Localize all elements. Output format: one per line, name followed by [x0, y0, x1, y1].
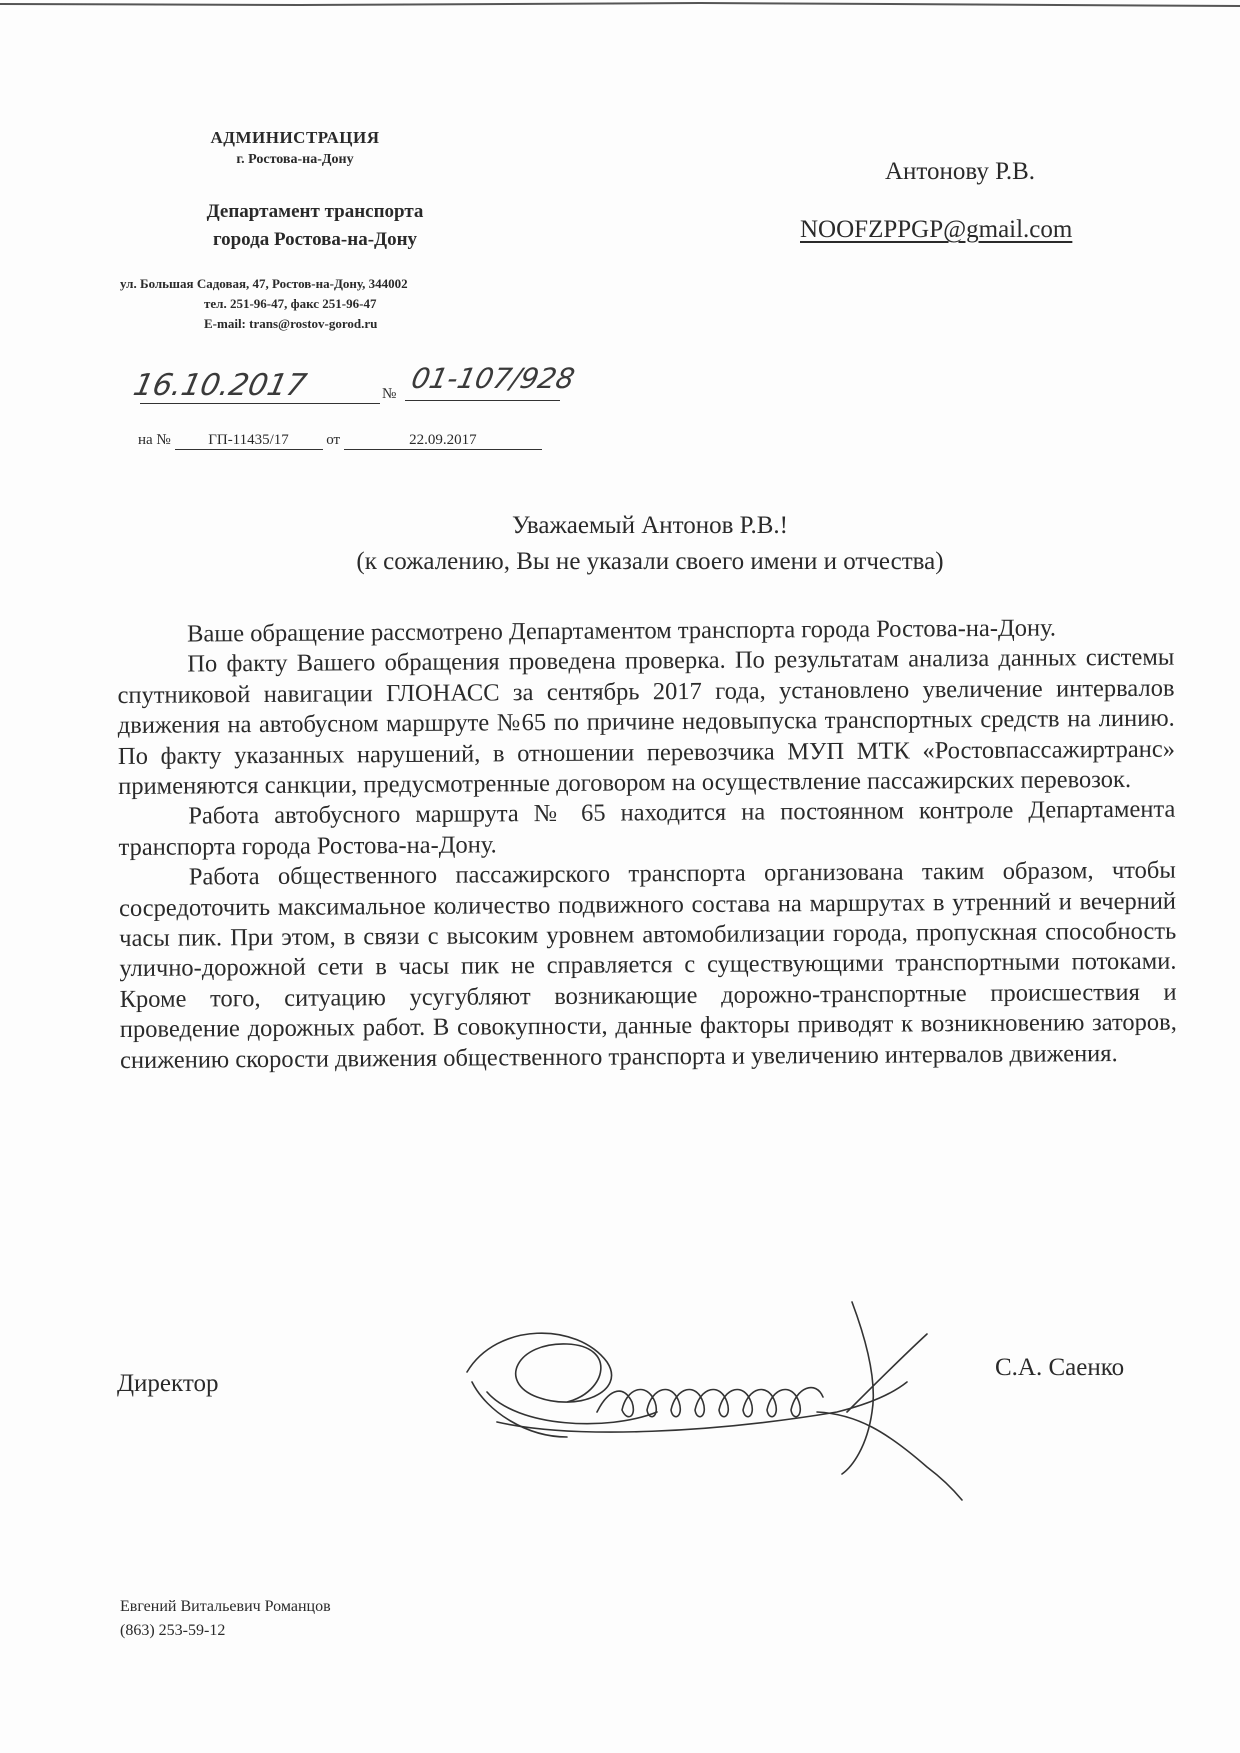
letterhead: [120, 128, 580, 334]
body-paragraph: Работа общественного пассажирского транспорта организована таким образом, чтобы сосредоточить максимальное количество подвижного состава на маршрутах в утренний и вечерний часы пик. При этом, в связи с высоким уровнем автомобилизации города, пропускная способность улично-дорожной сети в часы пик не справляется с существующими транспортными потоками. Кроме того, ситуацию усугубляют возникающие дорожно-транспортные происшествия и проведение дорожных работ. В совокупности, данные факторы приводят к возникновению заторов, снижению скорости движения общественного транспорта и увеличению интервалов движения.: [118, 856, 1177, 1074]
letterhead-address: ул. Большая Садовая, 47, Ростов-на-Дону, 344002: [120, 276, 408, 291]
letterhead-department-line1: Департамент транспорта: [206, 201, 424, 222]
registration-number-underline: [405, 400, 560, 401]
salutation: [200, 508, 1100, 580]
handwritten-signature: [457, 1262, 1017, 1502]
in-reply-number: ГП-11435/17: [175, 432, 323, 450]
registration-date: 16.10.2017: [130, 368, 310, 403]
registration-number-sign: №: [382, 386, 397, 402]
signature-block: [117, 1354, 1177, 1490]
letterhead-org: АДМИНИСТРАЦИЯ: [210, 128, 380, 147]
body-paragraph: Работа автобусного маршрута № 65 находится на постоянном контроле Департамента транспорта города Ростова-на-Дону.: [118, 796, 1176, 861]
letterhead-contacts: [120, 274, 580, 334]
signature-name: С.А. Саенко: [995, 1354, 1125, 1381]
addressee-email: NOOFZPPGP@gmail.com: [800, 216, 1073, 243]
salutation-line2: (к сожалению, Вы не указали своего имени и отчества): [356, 548, 944, 575]
body-paragraph: Ваше обращение рассмотрено Департаментом транспорта города Ростова-на-Дону.: [187, 614, 1057, 648]
letterhead-phone: тел. 251-96-47, факс 251-96-47: [204, 296, 377, 311]
letterhead-department: [130, 198, 500, 254]
in-reply-date: 22.09.2017: [344, 432, 542, 450]
executor-info: [120, 1595, 331, 1643]
registration-number: 01-107/928: [408, 362, 578, 395]
executor-phone: (863) 253-59-12: [120, 1622, 226, 1639]
letterhead-department-line2: города Ростова-на-Дону: [212, 229, 418, 250]
in-reply-from: от: [326, 432, 341, 448]
executor-name: Евгений Витальевич Романцов: [120, 1598, 331, 1615]
in-reply-prefix: на №: [138, 432, 171, 448]
in-reply-line: [138, 432, 542, 450]
letter-body: [117, 613, 1177, 1076]
body-paragraph: По факту Вашего обращения проведена проверка. По результатам анализа данных системы спутниковой навигации ГЛОНАСС за сентябрь 2017 года, установлено увеличение интервалов движения на автобусном маршруте №65 по причине недовыпуска транспортных средств на линию. По факту указанных нарушений, в отношении перевозчика МУП МТК «Ростовпассажиртранс» применяются санкции, предусмотренные договором на осуществление пассажирских перевозок.: [117, 644, 1176, 801]
addressee-name: Антонову Р.В.: [884, 158, 1036, 185]
salutation-line1: Уважаемый Антонов Р.В.!: [512, 512, 788, 539]
addressee: [800, 158, 1160, 244]
scan-edge-line: [0, 0, 1240, 10]
letterhead-city: г. Ростова-на-Дону: [236, 152, 354, 167]
signature-role: Директор: [117, 1370, 219, 1397]
letterhead-email: E-mail: trans@rostov-gorod.ru: [204, 316, 378, 331]
registration-date-underline: [140, 403, 380, 404]
